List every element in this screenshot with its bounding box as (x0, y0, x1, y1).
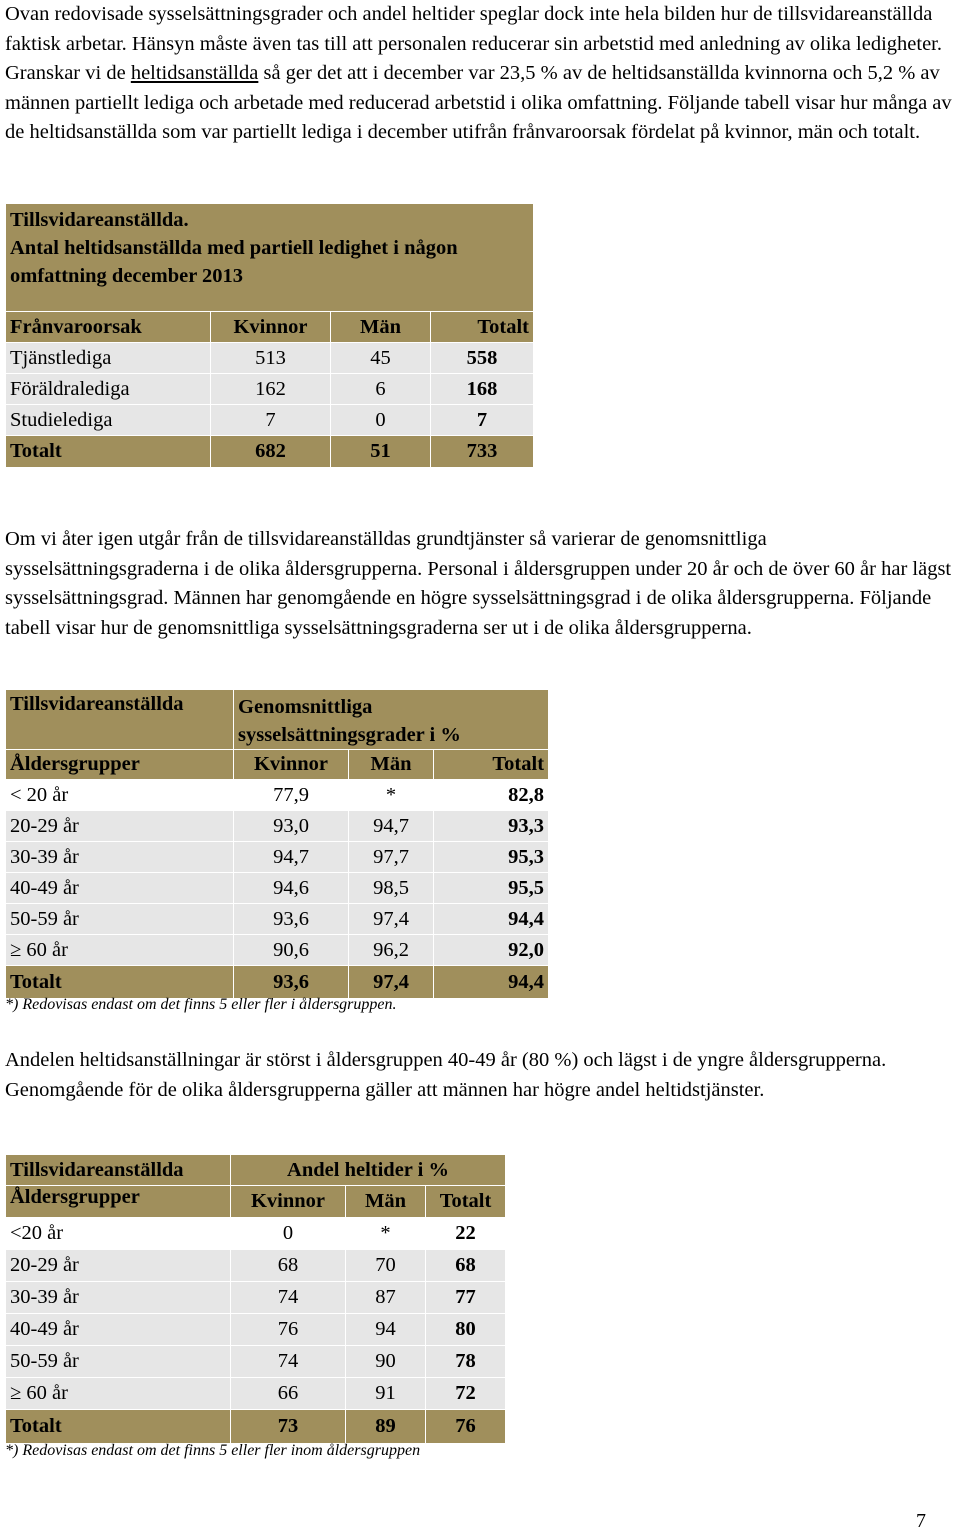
table2-col-totalt: Totalt (434, 750, 549, 780)
table-row (6, 1218, 506, 1250)
table3-cell-total: 77 (426, 1282, 506, 1314)
table3-cell: 40-49 år (6, 1314, 231, 1346)
table2-cell: 30-39 år (6, 842, 234, 873)
table1-cell-total: 168 (431, 374, 534, 405)
table-row (6, 842, 549, 873)
table-row (6, 904, 549, 935)
heltidsanstallda-underlined: heltidsanställda (130, 62, 259, 84)
table2-cell-total: 92,0 (434, 935, 549, 966)
table3-cell: 91 (346, 1378, 426, 1410)
table-row (6, 1282, 506, 1314)
table3-cell-total: 80 (426, 1314, 506, 1346)
table1-title-line2: Antal heltidsanställda med partiell ledighet i någon omfattning december 2013 (10, 237, 458, 287)
table1-cell: Studielediga (6, 405, 211, 436)
table3-cell: 74 (231, 1282, 346, 1314)
table2-cell: 50-59 år (6, 904, 234, 935)
table2-cell-total: 82,8 (434, 780, 549, 811)
table3-cell: 20-29 år (6, 1250, 231, 1282)
table1-cell-total: 7 (431, 405, 534, 436)
table3-cell: 50-59 år (6, 1346, 231, 1378)
table3-col-totalt: Totalt (426, 1186, 506, 1218)
paragraph-sysselsattningsgrad: Om vi åter igen utgår från de tillsvidareanställdas grundtjänster så varierar de genomsnittliga sysselsättningsgraderna i de olika åldersgrupperna. Personal i åldersgruppen under 20 år och de över 60 år har lägst sysselsättningsgrad. Männen har genomgående en högre sysselsättningsgrad i de olika åldersgrupperna. Följande tabell visar hur de genomsnittliga sysselsättningsgraderna ser ut i de olika åldersgrupperna. (5, 528, 952, 639)
table1-cell: 0 (331, 405, 431, 436)
table1-title-row (6, 204, 534, 312)
table3-col-aldersgrupper: Åldersgrupper (6, 1186, 231, 1218)
table1-cell: 45 (331, 343, 431, 374)
table-row (6, 343, 534, 374)
table3-cell: 0 (231, 1218, 346, 1250)
table3-cell-total: 68 (426, 1250, 506, 1282)
table1-total-totalt: 733 (431, 436, 534, 468)
table2-cell-total: 93,3 (434, 811, 549, 842)
table2-cell: 97,4 (349, 904, 434, 935)
table2-cell: 94,6 (234, 873, 349, 904)
table2-cell: 90,6 (234, 935, 349, 966)
page-number: 7 (916, 1510, 926, 1532)
intro-paragraph (5, 0, 957, 148)
table3-cell: 94 (346, 1314, 426, 1346)
table3-cell: 74 (231, 1346, 346, 1378)
table1-cell: Tjänstlediga (6, 343, 211, 374)
table3-cell: 76 (231, 1314, 346, 1346)
table2-cell: * (349, 780, 434, 811)
table2-cell-total: 95,3 (434, 842, 549, 873)
table2-cell: ≥ 60 år (6, 935, 234, 966)
table3-cell: <20 år (6, 1218, 231, 1250)
table-row (6, 1346, 506, 1378)
table2-total-row (6, 966, 549, 999)
table2-total-totalt: 94,4 (434, 966, 549, 999)
table1-col-kvinnor: Kvinnor (211, 312, 331, 343)
table2-total-kvinnor: 93,6 (234, 966, 349, 999)
table3-title-left: Tillsvidareanställda (6, 1155, 231, 1186)
table3-col-kvinnor: Kvinnor (231, 1186, 346, 1218)
table-row (6, 873, 549, 904)
table1-cell-total: 558 (431, 343, 534, 374)
table2-footnote: *) Redovisas endast om det finns 5 eller fler i åldersgruppen. (5, 996, 397, 1013)
table2-col-kvinnor: Kvinnor (234, 750, 349, 780)
table1-header-row (6, 312, 534, 343)
table3-cell: * (346, 1218, 426, 1250)
table2-cell: 77,9 (234, 780, 349, 811)
table1-total-row (6, 436, 534, 468)
table1-col-frånvaroorsak: Frånvaroorsak (6, 312, 211, 343)
table-row (6, 1250, 506, 1282)
table2-header-row (6, 750, 549, 780)
table2-cell: 96,2 (349, 935, 434, 966)
table2-cell: 40-49 år (6, 873, 234, 904)
table3-cell: ≥ 60 år (6, 1378, 231, 1410)
intro-text-1: Ovan redovisade sysselsättningsgrader och andel heltider speglar dock inte hela bilden hur de tillsvidareanställda faktisk arbetar. Hänsyn måste även tas till att personalen reducerar sin arbetstid med anledning av olika ledigheter. Granskar vi de (5, 3, 942, 84)
table-fulltime-share (5, 1154, 506, 1444)
table2-cell: 94,7 (234, 842, 349, 873)
table3-total-label: Totalt (6, 1410, 231, 1444)
table3-cell-total: 72 (426, 1378, 506, 1410)
table2-cell: 20-29 år (6, 811, 234, 842)
table2-cell: < 20 år (6, 780, 234, 811)
table2-title-left: Tillsvidareanställda (6, 690, 234, 750)
paragraph-andel-heltider: Andelen heltidsanställningar är störst i åldersgruppen 40-49 år (80 %) och lägst i de yngre åldersgrupperna. Genomgående för de olika åldersgrupperna gäller att männen har högre andel heltidstjänster. (5, 1049, 887, 1101)
table3-total-row (6, 1410, 506, 1444)
table3-cell: 66 (231, 1378, 346, 1410)
table1-cell: 7 (211, 405, 331, 436)
table2-cell-total: 95,5 (434, 873, 549, 904)
table3-cell: 70 (346, 1250, 426, 1282)
table3-title-row (6, 1155, 506, 1186)
table2-total-man: 97,4 (349, 966, 434, 999)
table2-cell: 94,7 (349, 811, 434, 842)
table3-title-right: Andel heltider i % (231, 1155, 506, 1186)
table1-col-man: Män (331, 312, 431, 343)
table1-cell: 162 (211, 374, 331, 405)
table2-col-man: Män (349, 750, 434, 780)
table-row (6, 811, 549, 842)
table1-total-kvinnor: 682 (211, 436, 331, 468)
table-row (6, 374, 534, 405)
table3-cell: 87 (346, 1282, 426, 1314)
table-row (6, 780, 549, 811)
table2-cell: 93,6 (234, 904, 349, 935)
table3-cell: 90 (346, 1346, 426, 1378)
table3-total-man: 89 (346, 1410, 426, 1444)
table-row (6, 935, 549, 966)
table3-total-totalt: 76 (426, 1410, 506, 1444)
table1-col-totalt: Totalt (431, 312, 534, 343)
table-partial-leave (5, 203, 534, 468)
table3-cell: 68 (231, 1250, 346, 1282)
table1-title-line1: Tillsvidareanställda. (10, 209, 189, 231)
table3-header-row (6, 1186, 506, 1218)
table1-title (6, 204, 534, 312)
table2-cell-total: 94,4 (434, 904, 549, 935)
table1-cell: Föräldralediga (6, 374, 211, 405)
table3-total-kvinnor: 73 (231, 1410, 346, 1444)
table1-cell: 513 (211, 343, 331, 374)
table-row (6, 405, 534, 436)
table3-cell-total: 22 (426, 1218, 506, 1250)
table-row (6, 1314, 506, 1346)
table-employment-rate (5, 689, 549, 999)
table2-cell: 98,5 (349, 873, 434, 904)
table3-cell-total: 78 (426, 1346, 506, 1378)
table1-cell: 6 (331, 374, 431, 405)
table2-title-row (6, 690, 549, 750)
table2-cell: 97,7 (349, 842, 434, 873)
intro-text-2: så ger det att i december var 23,5 % av de heltidsanställda kvinnorna och 5,2 % av männen partiellt lediga och arbetade med reducerad arbetstid i olika omfattning. Följande tabell visar hur många av de heltidsanställda som var partiellt lediga i december utifrån frånvaroorsak fördelat på kvinnor, män och totalt. (5, 62, 952, 143)
table3-col-man: Män (346, 1186, 426, 1218)
table2-col-aldersgrupper: Åldersgrupper (6, 750, 234, 780)
table2-title-right: Genomsnittliga sysselsättningsgrader i % (234, 690, 549, 750)
table2-total-label: Totalt (6, 966, 234, 999)
table3-footnote: *) Redovisas endast om det finns 5 eller fler inom åldersgruppen (5, 1442, 421, 1459)
table-row (6, 1378, 506, 1410)
table1-total-man: 51 (331, 436, 431, 468)
table3-cell: 30-39 år (6, 1282, 231, 1314)
table2-cell: 93,0 (234, 811, 349, 842)
table1-total-label: Totalt (6, 436, 211, 468)
